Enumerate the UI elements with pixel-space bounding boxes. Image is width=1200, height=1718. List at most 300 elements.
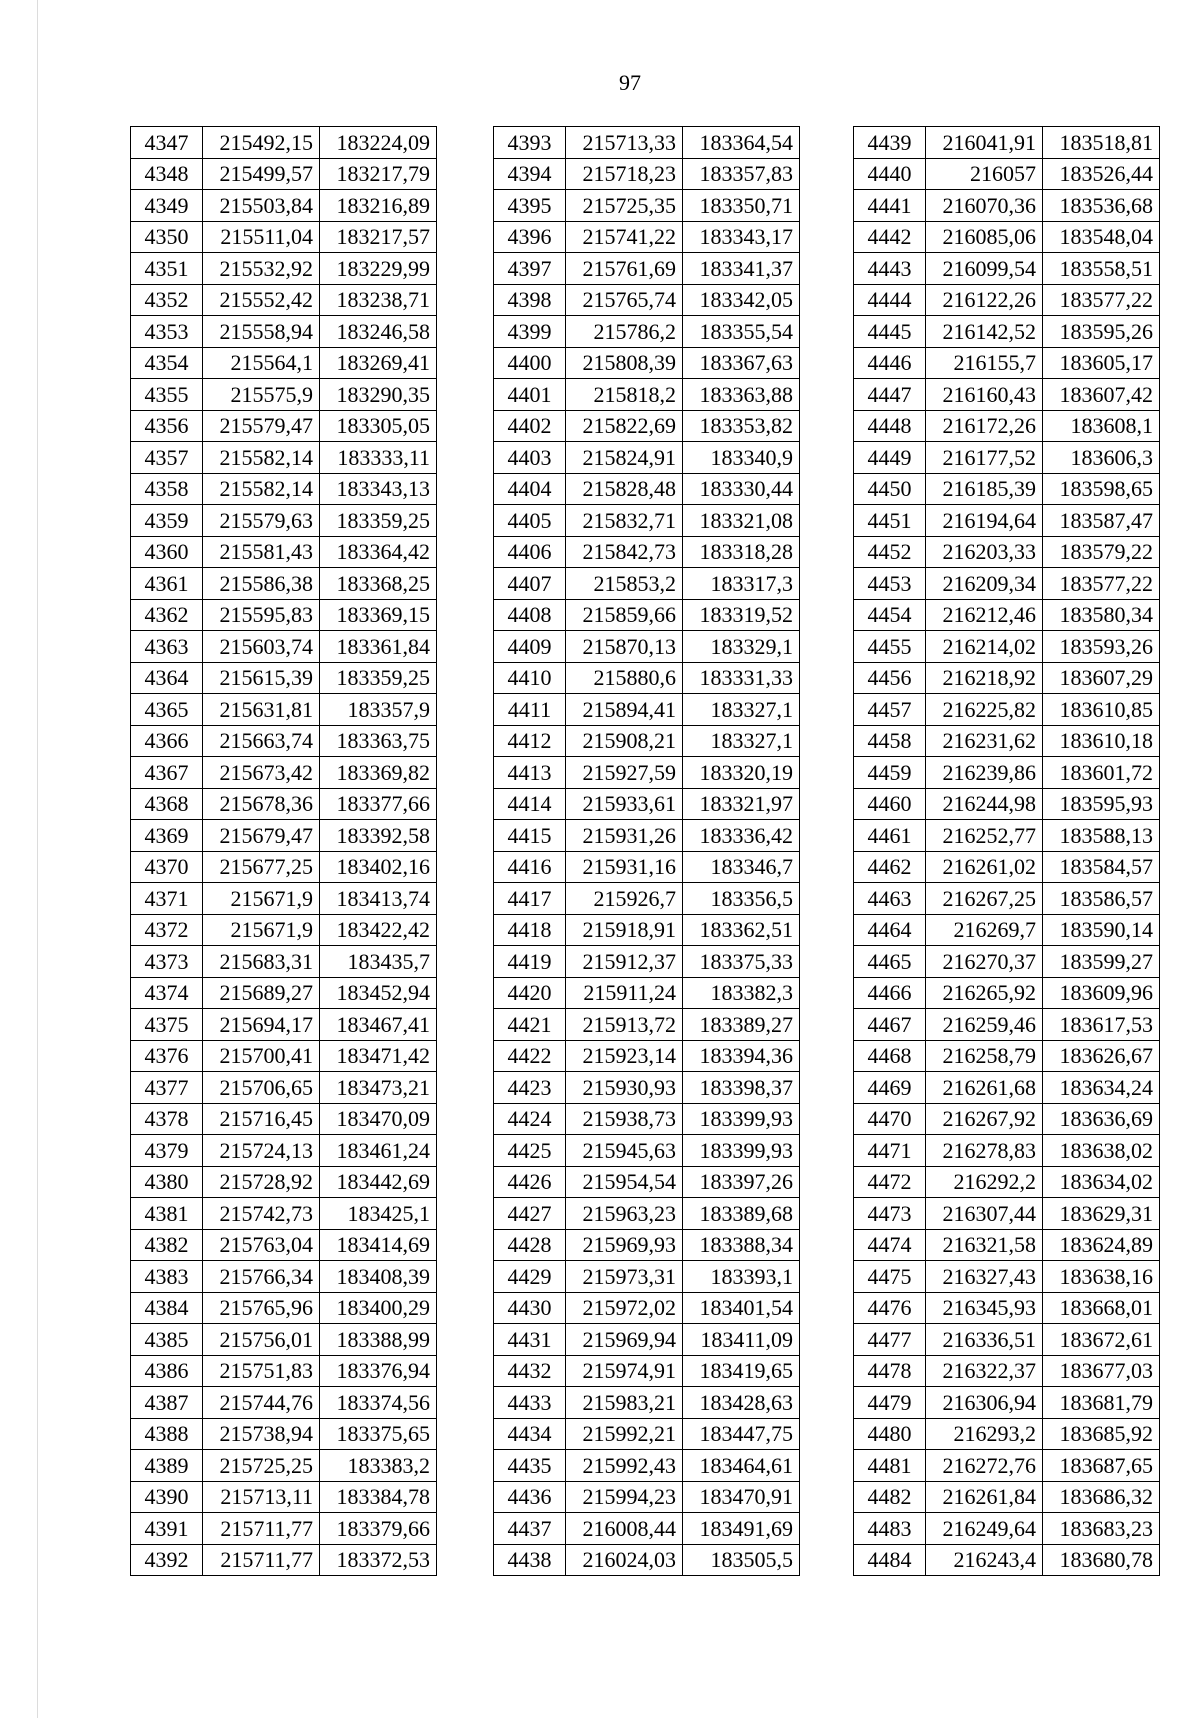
table-row [131, 442, 437, 474]
y-coordinate-cell: 183624,89 [1043, 1229, 1160, 1261]
point-number-cell: 4373 [131, 946, 203, 978]
table-row [131, 316, 437, 348]
table-row [854, 316, 1160, 348]
x-coordinate-cell: 216249,64 [926, 1513, 1043, 1545]
y-coordinate-cell: 183384,78 [320, 1481, 437, 1513]
table-row [131, 1198, 437, 1230]
table-row [131, 1355, 437, 1387]
table-row [131, 1324, 437, 1356]
table-row [854, 1481, 1160, 1513]
y-coordinate-cell: 183389,68 [683, 1198, 800, 1230]
x-coordinate-cell: 215786,2 [566, 316, 683, 348]
y-coordinate-cell: 183435,7 [320, 946, 437, 978]
y-coordinate-cell: 183471,42 [320, 1040, 437, 1072]
point-number-cell: 4429 [494, 1261, 566, 1293]
x-coordinate-cell: 215973,31 [566, 1261, 683, 1293]
x-coordinate-cell: 215492,15 [203, 127, 320, 159]
y-coordinate-cell: 183389,27 [683, 1009, 800, 1041]
point-number-cell: 4450 [854, 473, 926, 505]
point-number-cell: 4439 [854, 127, 926, 159]
x-coordinate-cell: 215663,74 [203, 725, 320, 757]
table-row [131, 757, 437, 789]
point-number-cell: 4407 [494, 568, 566, 600]
table-row [131, 1481, 437, 1513]
point-number-cell: 4385 [131, 1324, 203, 1356]
x-coordinate-cell: 216278,83 [926, 1135, 1043, 1167]
x-coordinate-cell: 215741,22 [566, 221, 683, 253]
table-row [494, 1544, 800, 1576]
table-row [854, 1229, 1160, 1261]
y-coordinate-cell: 183607,42 [1043, 379, 1160, 411]
y-coordinate-cell: 183305,05 [320, 410, 437, 442]
y-coordinate-cell: 183394,36 [683, 1040, 800, 1072]
point-number-cell: 4454 [854, 599, 926, 631]
y-coordinate-cell: 183363,75 [320, 725, 437, 757]
x-coordinate-cell: 215564,1 [203, 347, 320, 379]
point-number-cell: 4347 [131, 127, 203, 159]
table-row [494, 1229, 800, 1261]
y-coordinate-cell: 183411,09 [683, 1324, 800, 1356]
x-coordinate-cell: 215575,9 [203, 379, 320, 411]
point-number-cell: 4461 [854, 820, 926, 852]
table-row [131, 379, 437, 411]
y-coordinate-cell: 183379,66 [320, 1513, 437, 1545]
y-coordinate-cell: 183368,25 [320, 568, 437, 600]
table-row [131, 347, 437, 379]
y-coordinate-cell: 183464,61 [683, 1450, 800, 1482]
y-coordinate-cell: 183685,92 [1043, 1418, 1160, 1450]
table-row [494, 1009, 800, 1041]
x-coordinate-cell: 215818,2 [566, 379, 683, 411]
x-coordinate-cell: 216252,77 [926, 820, 1043, 852]
y-coordinate-cell: 183376,94 [320, 1355, 437, 1387]
table-row [494, 1103, 800, 1135]
y-coordinate-cell: 183382,3 [683, 977, 800, 1009]
x-coordinate-cell: 215713,33 [566, 127, 683, 159]
x-coordinate-cell: 215923,14 [566, 1040, 683, 1072]
y-coordinate-cell: 183548,04 [1043, 221, 1160, 253]
point-number-cell: 4360 [131, 536, 203, 568]
y-coordinate-cell: 183636,69 [1043, 1103, 1160, 1135]
table-row [854, 536, 1160, 568]
table-row [131, 536, 437, 568]
y-coordinate-cell: 183588,13 [1043, 820, 1160, 852]
table-row [494, 631, 800, 663]
table-row [131, 694, 437, 726]
x-coordinate-cell: 216194,64 [926, 505, 1043, 537]
point-number-cell: 4447 [854, 379, 926, 411]
x-coordinate-cell: 215853,2 [566, 568, 683, 600]
point-number-cell: 4363 [131, 631, 203, 663]
point-number-cell: 4387 [131, 1387, 203, 1419]
y-coordinate-cell: 183608,1 [1043, 410, 1160, 442]
y-coordinate-cell: 183290,35 [320, 379, 437, 411]
y-coordinate-cell: 183362,51 [683, 914, 800, 946]
y-coordinate-cell: 183683,23 [1043, 1513, 1160, 1545]
x-coordinate-cell: 216160,43 [926, 379, 1043, 411]
y-coordinate-cell: 183269,41 [320, 347, 437, 379]
x-coordinate-cell: 215579,47 [203, 410, 320, 442]
table-row [854, 221, 1160, 253]
y-coordinate-cell: 183609,96 [1043, 977, 1160, 1009]
x-coordinate-cell: 216322,37 [926, 1355, 1043, 1387]
table-row [494, 1418, 800, 1450]
point-number-cell: 4391 [131, 1513, 203, 1545]
x-coordinate-cell: 215631,81 [203, 694, 320, 726]
x-coordinate-cell: 215931,16 [566, 851, 683, 883]
y-coordinate-cell: 183617,53 [1043, 1009, 1160, 1041]
point-number-cell: 4414 [494, 788, 566, 820]
point-number-cell: 4420 [494, 977, 566, 1009]
x-coordinate-cell: 216327,43 [926, 1261, 1043, 1293]
point-number-cell: 4473 [854, 1198, 926, 1230]
point-number-cell: 4406 [494, 536, 566, 568]
x-coordinate-cell: 216024,03 [566, 1544, 683, 1576]
point-number-cell: 4382 [131, 1229, 203, 1261]
x-coordinate-cell: 215859,66 [566, 599, 683, 631]
point-number-cell: 4395 [494, 190, 566, 222]
x-coordinate-cell: 216261,02 [926, 851, 1043, 883]
table-row [854, 568, 1160, 600]
point-number-cell: 4438 [494, 1544, 566, 1576]
x-coordinate-cell: 216203,33 [926, 536, 1043, 568]
point-number-cell: 4358 [131, 473, 203, 505]
x-coordinate-cell: 215992,43 [566, 1450, 683, 1482]
point-number-cell: 4396 [494, 221, 566, 253]
x-coordinate-cell: 215954,54 [566, 1166, 683, 1198]
table-row [131, 788, 437, 820]
y-coordinate-cell: 183491,69 [683, 1513, 800, 1545]
table-row [494, 505, 800, 537]
table-row [494, 1198, 800, 1230]
table-row [131, 1135, 437, 1167]
table-row [854, 505, 1160, 537]
y-coordinate-cell: 183687,65 [1043, 1450, 1160, 1482]
point-number-cell: 4418 [494, 914, 566, 946]
table-row [131, 473, 437, 505]
table-row [854, 883, 1160, 915]
point-number-cell: 4394 [494, 158, 566, 190]
table-row [131, 1292, 437, 1324]
y-coordinate-cell: 183367,63 [683, 347, 800, 379]
x-coordinate-cell: 216267,25 [926, 883, 1043, 915]
point-number-cell: 4412 [494, 725, 566, 757]
x-coordinate-cell: 215581,43 [203, 536, 320, 568]
table-row [854, 694, 1160, 726]
x-coordinate-cell: 216321,58 [926, 1229, 1043, 1261]
table-row [854, 1387, 1160, 1419]
point-number-cell: 4460 [854, 788, 926, 820]
coordinate-table-3 [853, 126, 1160, 1576]
table-row [854, 379, 1160, 411]
x-coordinate-cell: 215725,25 [203, 1450, 320, 1482]
x-coordinate-cell: 215911,24 [566, 977, 683, 1009]
x-coordinate-cell: 215983,21 [566, 1387, 683, 1419]
table-row [131, 1009, 437, 1041]
table-row [854, 977, 1160, 1009]
x-coordinate-cell: 215880,6 [566, 662, 683, 694]
y-coordinate-cell: 183518,81 [1043, 127, 1160, 159]
x-coordinate-cell: 215499,57 [203, 158, 320, 190]
table-row [131, 946, 437, 978]
x-coordinate-cell: 215586,38 [203, 568, 320, 600]
y-coordinate-cell: 183401,54 [683, 1292, 800, 1324]
table-row [131, 851, 437, 883]
point-number-cell: 4445 [854, 316, 926, 348]
table-row [131, 1229, 437, 1261]
x-coordinate-cell: 215689,27 [203, 977, 320, 1009]
x-coordinate-cell: 215963,23 [566, 1198, 683, 1230]
point-number-cell: 4359 [131, 505, 203, 537]
y-coordinate-cell: 183473,21 [320, 1072, 437, 1104]
x-coordinate-cell: 216214,02 [926, 631, 1043, 663]
point-number-cell: 4479 [854, 1387, 926, 1419]
y-coordinate-cell: 183363,88 [683, 379, 800, 411]
y-coordinate-cell: 183393,1 [683, 1261, 800, 1293]
table-row [854, 788, 1160, 820]
table-row [494, 1292, 800, 1324]
point-number-cell: 4421 [494, 1009, 566, 1041]
table-row [131, 410, 437, 442]
x-coordinate-cell: 215828,48 [566, 473, 683, 505]
table-row [131, 631, 437, 663]
point-number-cell: 4399 [494, 316, 566, 348]
y-coordinate-cell: 183216,89 [320, 190, 437, 222]
x-coordinate-cell: 216041,91 [926, 127, 1043, 159]
table-row [854, 1292, 1160, 1324]
table-row [494, 599, 800, 631]
x-coordinate-cell: 216209,34 [926, 568, 1043, 600]
point-number-cell: 4434 [494, 1418, 566, 1450]
x-coordinate-cell: 216269,7 [926, 914, 1043, 946]
x-coordinate-cell: 216008,44 [566, 1513, 683, 1545]
table-row [131, 221, 437, 253]
table-row [131, 1040, 437, 1072]
x-coordinate-cell: 215724,13 [203, 1135, 320, 1167]
x-coordinate-cell: 215765,74 [566, 284, 683, 316]
table-row [131, 158, 437, 190]
y-coordinate-cell: 183425,1 [320, 1198, 437, 1230]
point-number-cell: 4433 [494, 1387, 566, 1419]
y-coordinate-cell: 183607,29 [1043, 662, 1160, 694]
table-row [854, 631, 1160, 663]
x-coordinate-cell: 215738,94 [203, 1418, 320, 1450]
table-row [854, 725, 1160, 757]
point-number-cell: 4413 [494, 757, 566, 789]
point-number-cell: 4453 [854, 568, 926, 600]
point-number-cell: 4353 [131, 316, 203, 348]
point-number-cell: 4409 [494, 631, 566, 663]
table-row [494, 946, 800, 978]
point-number-cell: 4456 [854, 662, 926, 694]
point-number-cell: 4350 [131, 221, 203, 253]
point-number-cell: 4415 [494, 820, 566, 852]
point-number-cell: 4377 [131, 1072, 203, 1104]
point-number-cell: 4449 [854, 442, 926, 474]
table-row [494, 757, 800, 789]
x-coordinate-cell: 215503,84 [203, 190, 320, 222]
table-row [854, 1450, 1160, 1482]
x-coordinate-cell: 216085,06 [926, 221, 1043, 253]
point-number-cell: 4370 [131, 851, 203, 883]
y-coordinate-cell: 183408,39 [320, 1261, 437, 1293]
table-row [131, 1544, 437, 1576]
point-number-cell: 4484 [854, 1544, 926, 1576]
y-coordinate-cell: 183341,37 [683, 253, 800, 285]
table-row [854, 1324, 1160, 1356]
x-coordinate-cell: 216239,86 [926, 757, 1043, 789]
x-coordinate-cell: 216155,7 [926, 347, 1043, 379]
point-number-cell: 4440 [854, 158, 926, 190]
table-row [854, 1135, 1160, 1167]
table-row [131, 725, 437, 757]
point-number-cell: 4446 [854, 347, 926, 379]
point-number-cell: 4352 [131, 284, 203, 316]
x-coordinate-cell: 215552,42 [203, 284, 320, 316]
y-coordinate-cell: 183634,24 [1043, 1072, 1160, 1104]
point-number-cell: 4362 [131, 599, 203, 631]
x-coordinate-cell: 215711,77 [203, 1544, 320, 1576]
point-number-cell: 4402 [494, 410, 566, 442]
y-coordinate-cell: 183342,05 [683, 284, 800, 316]
point-number-cell: 4470 [854, 1103, 926, 1135]
x-coordinate-cell: 216270,37 [926, 946, 1043, 978]
table-row [854, 347, 1160, 379]
table-row [854, 1261, 1160, 1293]
y-coordinate-cell: 183577,22 [1043, 284, 1160, 316]
y-coordinate-cell: 183374,56 [320, 1387, 437, 1419]
table-row [494, 1450, 800, 1482]
point-number-cell: 4432 [494, 1355, 566, 1387]
y-coordinate-cell: 183375,33 [683, 946, 800, 978]
point-number-cell: 4468 [854, 1040, 926, 1072]
point-number-cell: 4398 [494, 284, 566, 316]
table-row [494, 914, 800, 946]
margin-rule [37, 0, 38, 1718]
x-coordinate-cell: 216261,68 [926, 1072, 1043, 1104]
table-row [854, 1103, 1160, 1135]
x-coordinate-cell: 215938,73 [566, 1103, 683, 1135]
x-coordinate-cell: 215694,17 [203, 1009, 320, 1041]
table-row [131, 127, 437, 159]
x-coordinate-cell: 216177,52 [926, 442, 1043, 474]
table-row [854, 1009, 1160, 1041]
y-coordinate-cell: 183388,34 [683, 1229, 800, 1261]
x-coordinate-cell: 216306,94 [926, 1387, 1043, 1419]
x-coordinate-cell: 215671,9 [203, 914, 320, 946]
y-coordinate-cell: 183686,32 [1043, 1481, 1160, 1513]
y-coordinate-cell: 183422,42 [320, 914, 437, 946]
point-number-cell: 4371 [131, 883, 203, 915]
y-coordinate-cell: 183388,99 [320, 1324, 437, 1356]
y-coordinate-cell: 183419,65 [683, 1355, 800, 1387]
x-coordinate-cell: 215558,94 [203, 316, 320, 348]
x-coordinate-cell: 215718,23 [566, 158, 683, 190]
table-row [131, 1072, 437, 1104]
y-coordinate-cell: 183399,93 [683, 1103, 800, 1135]
y-coordinate-cell: 183353,82 [683, 410, 800, 442]
point-number-cell: 4375 [131, 1009, 203, 1041]
x-coordinate-cell: 215930,93 [566, 1072, 683, 1104]
x-coordinate-cell: 215969,93 [566, 1229, 683, 1261]
table-row [494, 1387, 800, 1419]
y-coordinate-cell: 183536,68 [1043, 190, 1160, 222]
x-coordinate-cell: 215742,73 [203, 1198, 320, 1230]
y-coordinate-cell: 183579,22 [1043, 536, 1160, 568]
table-row [854, 284, 1160, 316]
point-number-cell: 4392 [131, 1544, 203, 1576]
point-number-cell: 4348 [131, 158, 203, 190]
table-row [494, 662, 800, 694]
x-coordinate-cell: 216244,98 [926, 788, 1043, 820]
table-row [854, 158, 1160, 190]
point-number-cell: 4457 [854, 694, 926, 726]
y-coordinate-cell: 183329,1 [683, 631, 800, 663]
y-coordinate-cell: 183414,69 [320, 1229, 437, 1261]
point-number-cell: 4364 [131, 662, 203, 694]
table-row [131, 820, 437, 852]
table-row [494, 883, 800, 915]
point-number-cell: 4464 [854, 914, 926, 946]
table-row [854, 1355, 1160, 1387]
table-row [131, 1418, 437, 1450]
x-coordinate-cell: 215974,91 [566, 1355, 683, 1387]
table-row [494, 568, 800, 600]
point-number-cell: 4481 [854, 1450, 926, 1482]
x-coordinate-cell: 216267,92 [926, 1103, 1043, 1135]
table-row [854, 946, 1160, 978]
point-number-cell: 4390 [131, 1481, 203, 1513]
point-number-cell: 4442 [854, 221, 926, 253]
y-coordinate-cell: 183397,26 [683, 1166, 800, 1198]
y-coordinate-cell: 183321,08 [683, 505, 800, 537]
x-coordinate-cell: 215933,61 [566, 788, 683, 820]
table-row [131, 568, 437, 600]
x-coordinate-cell: 215994,23 [566, 1481, 683, 1513]
x-coordinate-cell: 215756,01 [203, 1324, 320, 1356]
point-number-cell: 4459 [854, 757, 926, 789]
point-number-cell: 4471 [854, 1135, 926, 1167]
point-number-cell: 4437 [494, 1513, 566, 1545]
x-coordinate-cell: 215832,71 [566, 505, 683, 537]
point-number-cell: 4386 [131, 1355, 203, 1387]
point-number-cell: 4404 [494, 473, 566, 505]
point-number-cell: 4365 [131, 694, 203, 726]
x-coordinate-cell: 215579,63 [203, 505, 320, 537]
y-coordinate-cell: 183595,26 [1043, 316, 1160, 348]
y-coordinate-cell: 183333,11 [320, 442, 437, 474]
y-coordinate-cell: 183447,75 [683, 1418, 800, 1450]
table-row [494, 1513, 800, 1545]
x-coordinate-cell: 216261,84 [926, 1481, 1043, 1513]
point-number-cell: 4388 [131, 1418, 203, 1450]
x-coordinate-cell: 216099,54 [926, 253, 1043, 285]
point-number-cell: 4452 [854, 536, 926, 568]
x-coordinate-cell: 215678,36 [203, 788, 320, 820]
y-coordinate-cell: 183217,57 [320, 221, 437, 253]
point-number-cell: 4480 [854, 1418, 926, 1450]
y-coordinate-cell: 183318,28 [683, 536, 800, 568]
y-coordinate-cell: 183610,18 [1043, 725, 1160, 757]
y-coordinate-cell: 183470,09 [320, 1103, 437, 1135]
point-number-cell: 4361 [131, 568, 203, 600]
y-coordinate-cell: 183634,02 [1043, 1166, 1160, 1198]
table-row [854, 914, 1160, 946]
x-coordinate-cell: 216070,36 [926, 190, 1043, 222]
y-coordinate-cell: 183610,85 [1043, 694, 1160, 726]
y-coordinate-cell: 183595,93 [1043, 788, 1160, 820]
x-coordinate-cell: 215711,77 [203, 1513, 320, 1545]
